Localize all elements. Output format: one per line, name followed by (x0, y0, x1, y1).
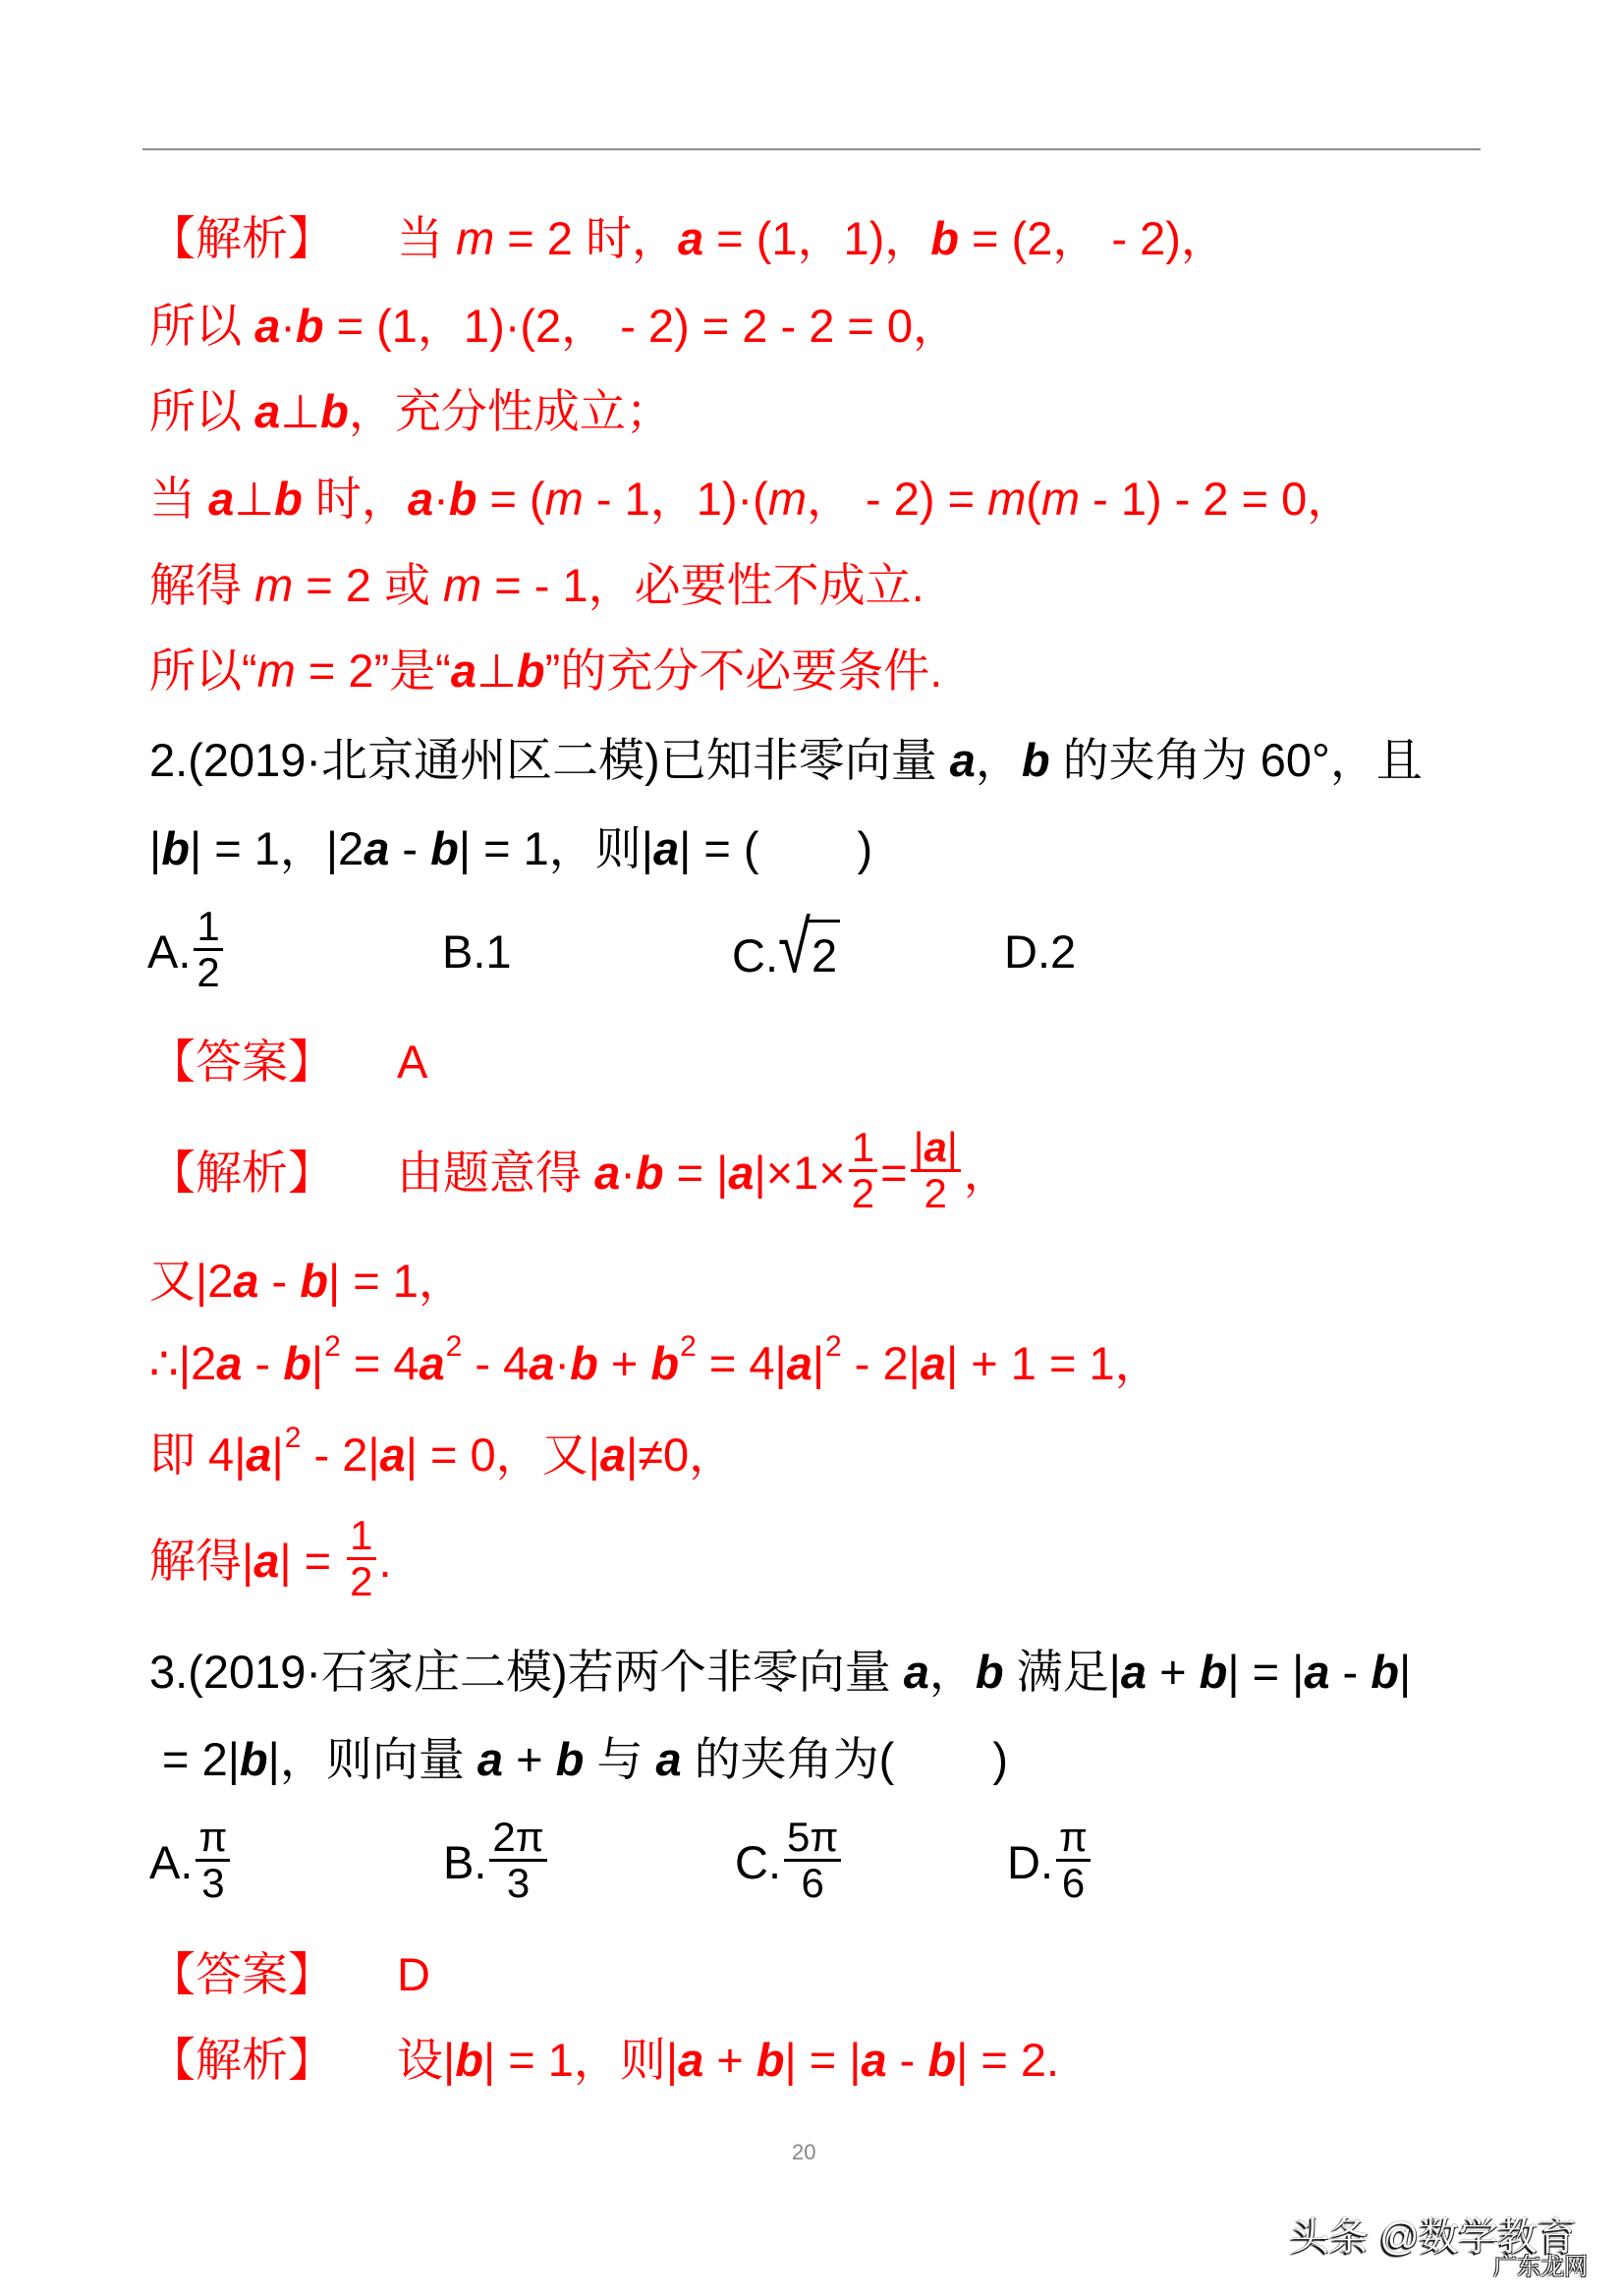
vector-a: a (920, 1337, 946, 1389)
vector-b: b (975, 1646, 1004, 1698)
text: + (503, 1733, 556, 1785)
variable-m: m (254, 559, 294, 611)
text: 设| (397, 2034, 456, 2086)
dot-operator: · (433, 473, 449, 525)
vector-b: b (448, 473, 477, 525)
option-value: 2 (1050, 925, 1077, 978)
analysis-label: 【解析】 (149, 212, 334, 264)
q3-option-a (149, 1814, 233, 1907)
text: - 2| (301, 1428, 380, 1481)
text: |，则向量 (267, 1733, 477, 1785)
text: + (1147, 1646, 1200, 1698)
text: = 4| (696, 1337, 787, 1389)
q1-analysis-line-6 (149, 642, 942, 700)
vector-a: a (677, 212, 704, 264)
text: 又|2 (149, 1255, 234, 1307)
option-letter: C. (732, 929, 778, 981)
text: | = 0，又| (405, 1428, 600, 1481)
numerator: 1 (194, 905, 222, 951)
q3-stem-line-2 (149, 1730, 1008, 1789)
perpendicular-symbol: ⊥ (476, 644, 517, 697)
text: 2.(2019·北京通州区二模)已知非零向量 (149, 734, 950, 786)
page-number: 20 (792, 2140, 816, 2164)
variable-m: m (443, 559, 482, 611)
vector-b: b (239, 1733, 268, 1785)
q3-option-b (443, 1814, 550, 1907)
text: ， (928, 1646, 976, 1698)
q2-analysis-line-1 (149, 1124, 1010, 1217)
text: - (242, 1337, 284, 1389)
perpendicular-symbol: ⊥ (234, 473, 275, 525)
vector-a: a (379, 1428, 406, 1481)
answer-value: D (397, 1948, 430, 2000)
vector-a: a (728, 1147, 755, 1199)
option-letter: B. (442, 925, 486, 978)
vector-a: a (450, 644, 476, 697)
vector-a: a (678, 2034, 704, 2086)
fraction (489, 1816, 546, 1905)
vector-a: a (246, 1428, 272, 1481)
vector-a: a (233, 1255, 259, 1307)
text: - 1) - 2 = 0， (1080, 473, 1354, 525)
q1-analysis-line-4 (149, 470, 1353, 529)
vector-a: a (253, 1535, 280, 1587)
vector-a: a (419, 1337, 445, 1389)
variable-m: m (987, 473, 1027, 525)
vector-b: b (161, 822, 190, 874)
vector-a: a (786, 1337, 812, 1389)
text: 即 4| (149, 1428, 247, 1481)
dot-operator: · (280, 300, 296, 352)
exponent: 2 (680, 1330, 697, 1363)
answer-value: A (397, 1036, 428, 1088)
text: = (1，1)， (703, 212, 931, 264)
watermark-sub: 广东龙网 (1493, 2254, 1588, 2280)
text: | = 1，则| (482, 2034, 679, 2086)
text: 所以 (149, 300, 255, 352)
vector-b: b (300, 1255, 328, 1307)
text: - (258, 1255, 301, 1307)
fraction (194, 905, 222, 994)
vector-a: a (364, 822, 390, 874)
vector-a: a (1120, 1646, 1148, 1698)
q3-analysis-line-1 (149, 2031, 1059, 2090)
vector-b: b (756, 2034, 785, 2086)
text: 当 (149, 473, 209, 525)
text: = (1，1)·(2， - 2) = 2 - 2 = 0， (323, 300, 960, 352)
answer-label: 【答案】 (149, 1036, 334, 1088)
denominator: 2 (350, 1558, 373, 1605)
vector-a: a (599, 1428, 626, 1481)
numerator: 2π (489, 1816, 546, 1862)
dot-operator: · (554, 1337, 571, 1389)
vector-a: a (1304, 1646, 1330, 1698)
text: 由题意得 (397, 1147, 595, 1199)
text: 所以“ (149, 644, 257, 697)
text: ( (1026, 473, 1041, 525)
vector-a: a (594, 1147, 621, 1199)
text: + (597, 1337, 651, 1389)
text: 所以 (149, 385, 255, 437)
text: | = 1，则| (458, 822, 653, 874)
vector-a: a (655, 1733, 682, 1785)
text: = ( (476, 473, 545, 525)
option-letter: D. (1007, 1836, 1053, 1888)
option-letter: A. (147, 925, 192, 978)
text: | (149, 822, 162, 874)
vector-a: a (208, 473, 235, 525)
q3-stem-line-1 (149, 1643, 1411, 1702)
text: | (271, 1428, 284, 1481)
vector-b: b (555, 1733, 585, 1785)
text: | (310, 1337, 324, 1389)
vector-b: b (320, 385, 349, 437)
q2-option-d (1004, 923, 1076, 981)
text: ， (975, 734, 1022, 786)
text: - (389, 822, 431, 874)
option-letter: B. (443, 1836, 487, 1888)
vector-a: a (216, 1337, 243, 1389)
variable-m: m (544, 473, 584, 525)
vector-b: b (650, 1337, 680, 1389)
text: = 2”是“ (295, 644, 451, 697)
fraction (849, 1126, 877, 1215)
vector-a: a (254, 300, 281, 352)
exponent: 2 (324, 1330, 341, 1363)
q2-analysis-line-2 (149, 1252, 465, 1311)
text: ， - 2) = (806, 473, 988, 525)
square-root (778, 906, 840, 988)
text: 的夹角为( (681, 1733, 895, 1785)
q2-option-a (147, 903, 226, 996)
numerator: 1 (347, 1514, 375, 1560)
q3-options (0, 1814, 1624, 1907)
option-value: 1 (485, 925, 512, 978)
denominator: 2 (196, 949, 220, 996)
perpendicular-symbol: ⊥ (280, 385, 321, 437)
vector-b: b (635, 1147, 664, 1199)
analysis-label: 【解析】 (149, 1147, 334, 1199)
vector-b: b (274, 473, 303, 525)
option-letter: A. (149, 1836, 194, 1888)
text: | (1398, 1646, 1412, 1698)
text: | = ( (679, 822, 759, 874)
q2-analysis-line-4 (149, 1422, 736, 1484)
text: |×1× (754, 1147, 846, 1199)
vector-a: a (861, 2034, 887, 2086)
text: | = | (784, 2034, 862, 2086)
variable-m: m (1040, 473, 1081, 525)
text: = 2 或 (293, 559, 444, 611)
vector-a: a (529, 1337, 555, 1389)
text: |≠0， (625, 1428, 736, 1481)
text: + (703, 2034, 756, 2086)
text: 解得 (149, 559, 255, 611)
exponent: 2 (284, 1422, 302, 1454)
text: | = | (1227, 1646, 1305, 1698)
fraction (784, 1816, 841, 1905)
vector-b: b (295, 300, 324, 352)
text: | + 1 = 1， (946, 1337, 1161, 1389)
denominator: 2 (924, 1170, 947, 1217)
answer-label: 【答案】 (149, 1948, 334, 2000)
q1-analysis-line-5 (149, 556, 924, 615)
q3-option-c (735, 1814, 844, 1907)
q2-analysis-line-5 (149, 1512, 392, 1605)
vector-b: b (1371, 1646, 1399, 1698)
text: 满足| (1003, 1646, 1121, 1698)
text: 解得| (149, 1535, 254, 1587)
q3-answer (149, 1945, 430, 2004)
text: | = 1，|2 (189, 822, 364, 874)
vector-a: a (903, 1646, 929, 1698)
vector-b: b (283, 1337, 311, 1389)
vector-b: b (430, 822, 459, 874)
vector-b: b (1021, 734, 1050, 786)
text: = 2 时， (494, 212, 678, 264)
abs-bar: | (946, 1124, 958, 1171)
q1-analysis-line-1 (149, 209, 1227, 268)
vector-b: b (927, 2034, 957, 2086)
q2-stem-line-2 (149, 819, 872, 878)
q1-analysis-line-2 (149, 297, 959, 356)
text: = 2| (149, 1733, 240, 1785)
analysis-label: 【解析】 (149, 2034, 334, 2086)
q3-option-d (1007, 1814, 1093, 1907)
numerator: π (1056, 1816, 1091, 1862)
text: 的夹角为 60°，且 (1049, 734, 1423, 786)
text: ∴|2 (149, 1337, 217, 1389)
exponent: 2 (825, 1330, 842, 1363)
denominator: 3 (201, 1860, 225, 1907)
q2-option-c (732, 906, 840, 988)
option-letter: C. (735, 1836, 781, 1888)
radicand: 2 (809, 920, 840, 978)
text: | (812, 1337, 825, 1389)
text: = 4 (340, 1337, 420, 1389)
fraction (911, 1126, 961, 1215)
text: ) (857, 822, 873, 874)
denominator: 6 (801, 1860, 824, 1907)
vector-a: a (652, 822, 680, 874)
numerator (911, 1126, 961, 1172)
vector-b: b (930, 212, 959, 264)
header-divider (142, 148, 1481, 150)
vector-b: b (516, 644, 545, 697)
text: - 4 (462, 1337, 530, 1389)
text: ， (963, 1147, 1010, 1199)
text: | = 1， (328, 1255, 465, 1307)
exponent: 2 (445, 1330, 463, 1363)
radical-sign-icon: √ (778, 906, 811, 988)
text: . (378, 1535, 392, 1587)
vector-a: a (924, 1124, 947, 1171)
dot-operator: · (620, 1147, 636, 1199)
q2-options (0, 903, 1624, 996)
denominator: 6 (1061, 1860, 1086, 1907)
vector-a: a (407, 473, 434, 525)
text: 3.(2019·石家庄二模)若两个非零向量 (149, 1646, 904, 1698)
text: - 1，1)·( (583, 473, 768, 525)
numerator: 5π (784, 1816, 841, 1862)
vector-b: b (455, 2034, 483, 2086)
option-letter: D. (1004, 925, 1050, 978)
q2-stem-line-1 (149, 731, 1423, 790)
denominator: 2 (851, 1170, 875, 1217)
text: ) (992, 1733, 1008, 1785)
q2-analysis-line-3 (149, 1330, 1161, 1393)
variable-m: m (456, 212, 495, 264)
q1-analysis-line-3 (149, 382, 672, 441)
vector-b: b (1199, 1646, 1228, 1698)
variable-m: m (767, 473, 807, 525)
fraction (196, 1816, 230, 1905)
text: - (1329, 1646, 1372, 1698)
variable-m: m (256, 644, 296, 697)
text: = (880, 1147, 908, 1199)
q2-option-b (442, 923, 512, 981)
text: = (2， - 2)， (959, 212, 1227, 264)
text: 时， (302, 473, 408, 525)
vector-a: a (476, 1733, 504, 1785)
numerator: π (196, 1816, 230, 1862)
text: ，充分性成立； (348, 385, 672, 437)
q2-answer (149, 1033, 427, 1092)
fraction (347, 1514, 375, 1603)
text: - 2| (841, 1337, 921, 1389)
denominator: 3 (506, 1860, 531, 1907)
numerator: 1 (849, 1126, 877, 1172)
fraction (1056, 1816, 1091, 1905)
text: 与 (584, 1733, 656, 1785)
vector-a: a (254, 385, 281, 437)
text: ”的充分不必要条件. (544, 644, 943, 697)
vector-b: b (570, 1337, 598, 1389)
text: = | (663, 1147, 729, 1199)
text: | = 2. (956, 2034, 1060, 2086)
text: | = (279, 1535, 345, 1587)
text: - (886, 2034, 928, 2086)
text: = - 1，必要性不成立. (481, 559, 924, 611)
vector-a: a (949, 734, 976, 786)
text: 当 (397, 212, 457, 264)
watermark-main: 头条 @数学教育 (1290, 2215, 1577, 2259)
abs-bar: | (913, 1124, 924, 1171)
